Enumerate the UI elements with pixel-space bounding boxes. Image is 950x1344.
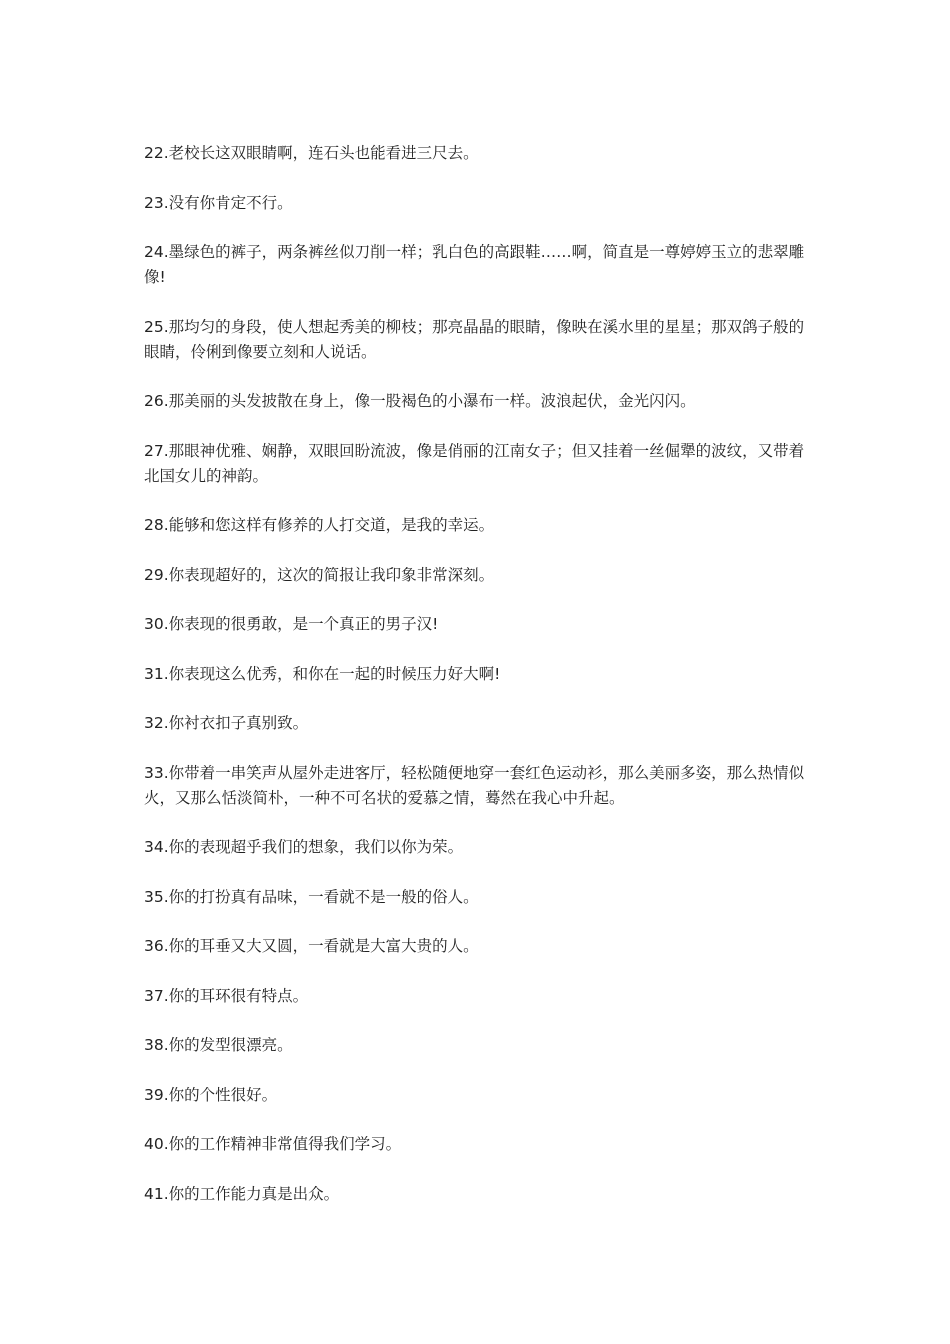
paragraph-31: 31.你表现这么优秀，和你在一起的时候压力好大啊! (144, 664, 501, 683)
paragraph-23: 23.没有你肯定不行。 (144, 193, 293, 212)
paragraph-33: 33.你带着一串笑声从屋外走进客厅，轻松随便地穿一套红色运动衫，那么美丽多姿，那么热情似火，又那么恬淡简朴，一种不可名状的爱慕之情，蓦然在我心中升起。 (144, 763, 805, 807)
paragraph-39: 39.你的个性很好。 (144, 1085, 278, 1104)
paragraph-38: 38.你的发型很漂亮。 (144, 1036, 293, 1054)
paragraph-34: 34.你的表现超乎我们的想象，我们以你为荣。 (144, 838, 464, 856)
paragraph-22: 22.老校长这双眼睛啊，连石头也能看进三尺去。 (144, 144, 479, 162)
paragraph-29: 29.你表现超好的，这次的简报让我印象非常深刻。 (144, 565, 495, 584)
paragraph-41: 41.你的工作能力真是出众。 (144, 1184, 340, 1203)
paragraph-32: 32.你衬衣扣子真别致。 (144, 714, 309, 732)
paragraph-30: 30.你表现的很勇敢，是一个真正的男子汉! (144, 615, 439, 633)
document-body (144, 141, 810, 1231)
paragraph-26: 26.那美丽的头发披散在身上，像一股褐色的小瀑布一样。波浪起伏，金光闪闪。 (144, 392, 696, 410)
paragraph-36: 36.你的耳垂又大又圆，一看就是大富大贵的人。 (144, 937, 479, 955)
paragraph-28: 28.能够和您这样有修养的人打交道，是我的幸运。 (144, 516, 495, 534)
paragraph-37: 37.你的耳环很有特点。 (144, 986, 309, 1005)
paragraph-24: 24.墨绿色的裤子，两条裤丝似刀削一样；乳白色的高跟鞋……啊，简直是一尊婷婷玉立的悲翠雕像! (144, 243, 805, 286)
paragraph-40: 40.你的工作精神非常值得我们学习。 (144, 1135, 402, 1153)
paragraph-27: 27.那眼神优雅、娴静，双眼回盼流波，像是俏丽的江南女子；但又挂着一丝倔犟的波纹，又带着北国女儿的神韵。 (144, 441, 805, 485)
paragraph-35: 35.你的打扮真有品味，一看就不是一般的俗人。 (144, 887, 479, 906)
paragraph-25: 25.那均匀的身段，使人想起秀美的柳枝；那亮晶晶的眼睛，像映在溪水里的星星；那双鸽子般的眼睛，伶俐到像要立刻和人说话。 (144, 317, 805, 361)
